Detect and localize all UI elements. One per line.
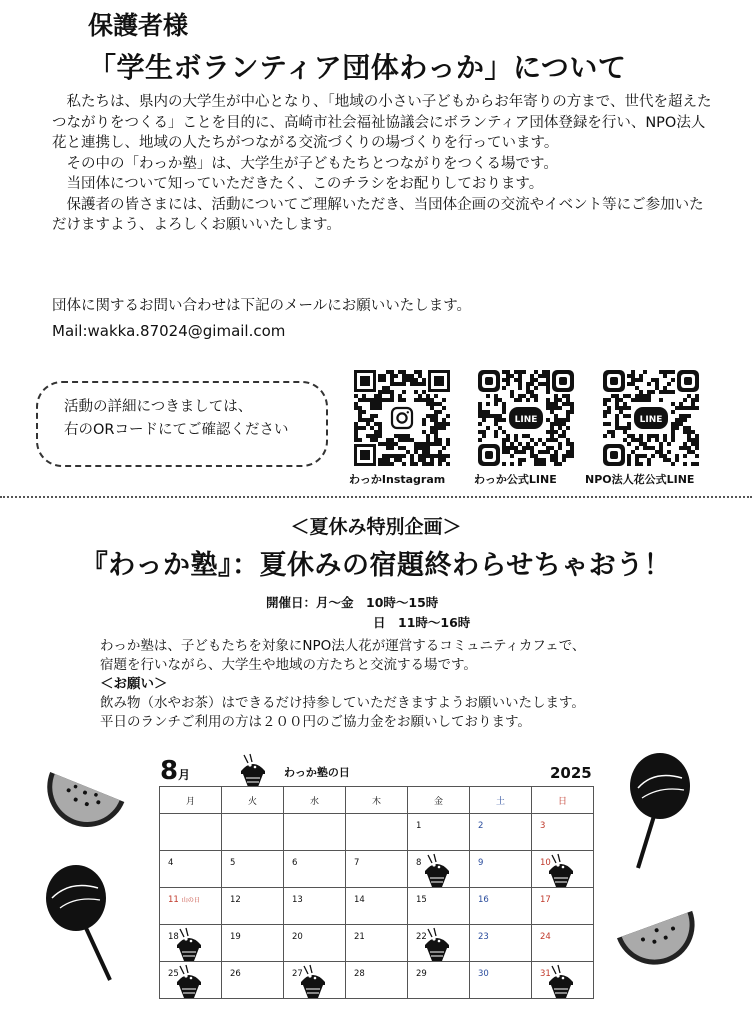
calendar-month-suffix: 月 xyxy=(178,768,191,782)
calendar-day-number: 12 xyxy=(230,895,241,905)
calendar-day-number: 25 xyxy=(168,969,179,979)
calendar-day-number: 10 xyxy=(540,858,551,868)
weekday-header-sunday: 日 xyxy=(532,787,594,814)
calendar-day-number: 4 xyxy=(168,858,174,868)
shaved-ice-icon xyxy=(298,964,328,1000)
calendar-day-number: 13 xyxy=(292,895,303,905)
weekday-header: 火 xyxy=(222,787,284,814)
calendar-day-cell xyxy=(408,814,470,851)
calendar-day-cell xyxy=(532,962,594,999)
callout-line: 活動の詳細につきましては、 xyxy=(64,399,253,415)
intro-paragraph: 保護者の皆さまには、活動についてご理解いただき、当団体企画の交流やイベント等にご参加いただけますよう、よろしくお願いいたします。 xyxy=(52,196,704,233)
title-guardians: 保護者様 xyxy=(88,11,189,40)
event-hours-weekday: 開催日：月～金 10時～15時 xyxy=(266,595,439,610)
calendar-empty-cell xyxy=(284,814,346,851)
calendar-day-number: 6 xyxy=(292,858,298,868)
intro-paragraph: 私たちは、県内の大学生が中心となり、「地域の小さい子どもからお年寄りの方まで、世代を超えたつながりをつくる」ことを目的に、高崎市社会福祉協議会にボランティア団体登録を行い、NPO法人花と連携し、地域の人たちがつながる交流づくりの場づくりを行っています。 xyxy=(52,94,712,151)
shaved-ice-icon xyxy=(546,853,576,889)
calendar-day-cell xyxy=(222,888,284,925)
calendar-day-cell xyxy=(284,925,346,962)
uchiwa-fan-icon xyxy=(40,860,120,984)
calendar-month-number: 8 xyxy=(160,756,179,786)
shaved-ice-icon xyxy=(546,964,576,1000)
calendar-day-number: 16 xyxy=(478,895,489,905)
calendar-day-number: 2 xyxy=(478,821,484,831)
calendar-day-number: 27 xyxy=(292,969,303,979)
shaved-ice-icon xyxy=(238,753,268,789)
calendar-empty-cell xyxy=(222,814,284,851)
shaved-ice-icon xyxy=(422,853,452,889)
callout-line: 右のORコードにてご確認ください xyxy=(64,422,289,438)
calendar-day-cell xyxy=(346,962,408,999)
contact-mail[interactable]: Mail:wakka.87024@gimail.com xyxy=(52,322,286,340)
weekday-header: 水 xyxy=(284,787,346,814)
event-subtitle: ＜夏休み特別企画＞ xyxy=(290,516,462,538)
calendar-legend: わっか塾の日 xyxy=(284,766,350,779)
august-calendar xyxy=(159,786,594,999)
calendar-day-holiday xyxy=(168,895,200,905)
calendar-week-row xyxy=(160,851,594,888)
calendar-day-number: 28 xyxy=(354,969,365,979)
calendar-day-cell xyxy=(284,888,346,925)
calendar-day-cell xyxy=(222,851,284,888)
event-title: 『わっか塾』：夏休みの宿題終わらせちゃおう！ xyxy=(80,550,672,581)
qr-callout xyxy=(36,381,328,467)
calendar-day-number: 21 xyxy=(354,932,365,942)
calendar-day-number: 15 xyxy=(416,895,427,905)
holiday-note: 山の日 xyxy=(181,897,200,904)
calendar-day-cell xyxy=(222,925,284,962)
line-icon-text: LINE xyxy=(514,415,538,425)
request-line: 飲み物（水やお茶）はできるだけ持参していただきますようお願いいたします。 xyxy=(100,695,585,711)
calendar-day-cell xyxy=(532,888,594,925)
calendar-day-cell xyxy=(160,962,222,999)
calendar-year: 2025 xyxy=(550,764,592,782)
weekday-header: 木 xyxy=(346,787,408,814)
line-icon xyxy=(507,405,545,431)
calendar-weekday-row xyxy=(160,787,594,814)
calendar-day-cell xyxy=(222,962,284,999)
qr-label: わっか公式LINE xyxy=(474,473,557,486)
calendar-day-number: 17 xyxy=(540,895,551,905)
watermelon-icon xyxy=(36,768,128,832)
calendar-day-cell xyxy=(470,888,532,925)
calendar-empty-cell xyxy=(346,814,408,851)
calendar-week-row xyxy=(160,925,594,962)
calendar-day-cell xyxy=(470,925,532,962)
calendar-day-cell xyxy=(532,814,594,851)
calendar-day-number: 30 xyxy=(478,969,489,979)
shaved-ice-icon xyxy=(174,964,204,1000)
calendar-day-cell xyxy=(346,851,408,888)
calendar-day-cell xyxy=(408,925,470,962)
calendar-week-row xyxy=(160,814,594,851)
calendar-day-number: 29 xyxy=(416,969,427,979)
request-heading: ＜お願い＞ xyxy=(100,676,168,692)
calendar-day-number: 3 xyxy=(540,821,546,831)
calendar-day-number: 24 xyxy=(540,932,551,942)
calendar-day-number: 26 xyxy=(230,969,241,979)
calendar-day-number: 1 xyxy=(416,821,422,831)
calendar-week-row xyxy=(160,888,594,925)
calendar-day-number: 31 xyxy=(540,969,551,979)
qr-code-wakka-line[interactable] xyxy=(478,370,574,466)
calendar-day-cell xyxy=(408,888,470,925)
calendar-week-row xyxy=(160,962,594,999)
qr-label: NPO法人花公式LINE xyxy=(585,473,695,486)
shaved-ice-icon xyxy=(422,927,452,963)
calendar-day-cell xyxy=(160,851,222,888)
calendar-day-cell xyxy=(408,851,470,888)
calendar-day-number: 19 xyxy=(230,932,241,942)
uchiwa-fan-icon xyxy=(620,748,700,872)
contact-line: 団体に関するお問い合わせは下記のメールにお願いいたします。 xyxy=(52,298,472,314)
event-desc-line: 宿題を行いながら、大学生や地域の方たちと交流する場です。 xyxy=(100,657,477,673)
title-group: 「学生ボランティア団体わっか」について xyxy=(88,51,627,84)
event-desc-line: わっか塾は、子どもたちを対象にNPO法人花が運営するコミュニティカフェで、 xyxy=(100,638,586,654)
line-icon-text: LINE xyxy=(639,415,663,425)
calendar-day-cell xyxy=(470,851,532,888)
weekday-header: 月 xyxy=(160,787,222,814)
calendar-day-number: 18 xyxy=(168,932,179,942)
calendar-day-number: 9 xyxy=(478,858,484,868)
calendar-day-cell xyxy=(284,851,346,888)
request-line: 平日のランチご利用の方は２００円のご協力金をお願いしております。 xyxy=(100,714,531,730)
calendar-day-number: 7 xyxy=(354,858,360,868)
calendar-day-cell xyxy=(532,851,594,888)
calendar-day-number: 8 xyxy=(416,858,422,868)
calendar-day-number: 22 xyxy=(416,932,427,942)
intro-paragraph: 当団体について知っていただきたく、このチラシをお配りしております。 xyxy=(52,176,544,192)
calendar-month xyxy=(160,756,190,786)
calendar-day-cell xyxy=(470,814,532,851)
qr-label: わっかInstagram xyxy=(349,473,446,486)
event-hours-sunday: 日 11時～16時 xyxy=(373,615,471,630)
weekday-header: 金 xyxy=(408,787,470,814)
section-divider xyxy=(0,496,752,498)
weekday-header-saturday: 土 xyxy=(470,787,532,814)
qr-code-instagram[interactable] xyxy=(354,370,450,466)
event-description xyxy=(100,637,700,732)
calendar-day-number: 11 xyxy=(168,895,179,905)
qr-code-npo-line[interactable] xyxy=(603,370,699,466)
calendar-day-number: 14 xyxy=(354,895,365,905)
calendar-day-cell xyxy=(346,888,408,925)
calendar-day-cell xyxy=(346,925,408,962)
calendar-day-number: 23 xyxy=(478,932,489,942)
calendar-day-cell xyxy=(408,962,470,999)
calendar-empty-cell xyxy=(160,814,222,851)
calendar-day-cell xyxy=(160,925,222,962)
calendar-day-cell xyxy=(284,962,346,999)
shaved-ice-icon xyxy=(174,927,204,963)
calendar-day-cell xyxy=(532,925,594,962)
calendar-day-cell xyxy=(160,888,222,925)
calendar-day-number: 5 xyxy=(230,858,236,868)
calendar-day-number: 20 xyxy=(292,932,303,942)
watermelon-icon xyxy=(610,902,706,966)
calendar-day-cell xyxy=(470,962,532,999)
intro-paragraph: その中の「わっか塾」は、大学生が子どもたちとつながりをつくる場です。 xyxy=(52,155,558,172)
intro-text xyxy=(52,92,712,236)
line-icon xyxy=(632,405,670,431)
